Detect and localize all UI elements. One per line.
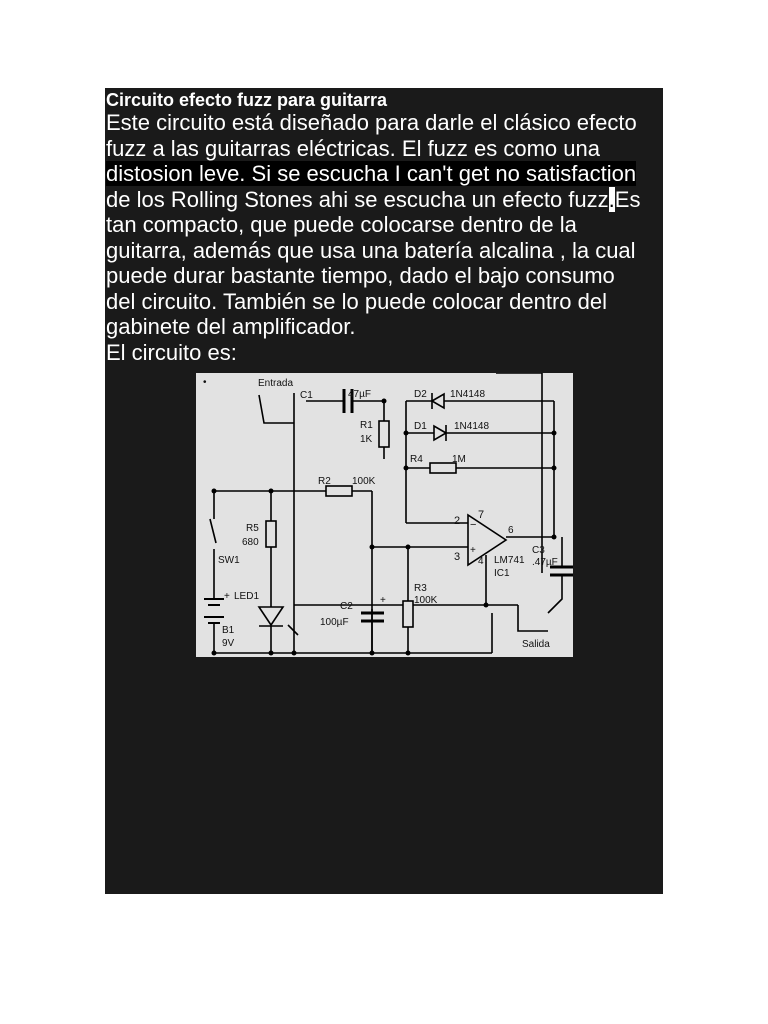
d1-triangle — [434, 426, 446, 440]
body-line-6: guitarra, además que usa una batería alcalina , la cual — [106, 237, 636, 263]
d2-triangle — [432, 394, 444, 408]
label-r4-value: 1M — [452, 454, 466, 465]
label-c1-value: 47µF — [348, 389, 371, 400]
circuit-diagram — [196, 373, 573, 657]
body-line-7: puede durar bastante tiempo, dado el bajo consumo — [106, 263, 615, 288]
sw1-lever — [210, 519, 216, 543]
body-line-9: gabinete del amplificador. — [106, 314, 356, 339]
r1-body — [379, 421, 389, 447]
label-pin6: 6 — [508, 525, 514, 536]
label-r1-value: 1K — [360, 434, 373, 445]
label-r5: R5 — [246, 523, 259, 534]
r3-body — [403, 601, 413, 627]
label-c3: C3 — [532, 545, 545, 556]
label-d2: D2 — [414, 389, 427, 400]
wire-top-right — [496, 373, 542, 573]
label-pin2: 2 — [454, 515, 461, 527]
label-r5-value: 680 — [242, 537, 259, 548]
led-triangle — [259, 607, 283, 625]
label-c2-value: 100µF — [320, 617, 349, 628]
label-c1: C1 — [300, 390, 313, 401]
label-entrada: Entrada — [258, 378, 294, 389]
label-minus: − — [470, 519, 477, 531]
input-jack-symbol — [259, 395, 294, 423]
label-salida: Salida — [522, 639, 550, 650]
label-sw1: SW1 — [218, 555, 240, 566]
body-line-2: fuzz a las guitarras eléctricas. El fuzz es como una — [106, 135, 600, 161]
body-line-8: del circuito. También se lo puede colocar dentro del — [106, 288, 608, 314]
r5-body — [266, 521, 276, 547]
wire-c3-out — [548, 575, 562, 613]
label-r2: R2 — [318, 476, 331, 487]
label-b1-value: 9V — [222, 638, 235, 649]
label-r3: R3 — [414, 583, 427, 594]
body-line-5: tan compacto, que puede colocarse dentro de la — [106, 212, 577, 237]
label-plus: + — [470, 545, 476, 556]
circuit-caption: El circuito es: — [106, 339, 237, 365]
label-r3-value: 100K — [414, 595, 438, 606]
label-d1-value: 1N4148 — [454, 421, 490, 432]
label-c2: C2 — [340, 601, 353, 612]
label-pin7: 7 — [478, 509, 485, 521]
body-line-4: de los Rolling Stones ahi se escucha un efecto fuzz — [106, 186, 609, 212]
label-pin4: 4 — [478, 556, 484, 567]
r2-body — [326, 486, 352, 496]
corner-dot: • — [203, 377, 207, 388]
label-c3-value: .47µF — [532, 557, 558, 568]
label-c2-plus: + — [380, 595, 386, 606]
label-r1: R1 — [360, 420, 373, 431]
body-line-1: Este circuito está diseñado para darle el clásico efecto — [106, 110, 637, 135]
output-jack-symbol — [518, 605, 548, 631]
label-r4: R4 — [410, 454, 423, 465]
document-body — [106, 110, 662, 340]
document-title: Circuito efecto fuzz para guitarra — [106, 90, 388, 110]
label-pin3: 3 — [454, 551, 461, 563]
label-ic: LM741 — [494, 555, 525, 566]
label-b1-plus: + — [224, 591, 230, 602]
body-line-3: distosion leve. Si se escucha I can't get no satisfaction — [106, 161, 637, 186]
label-b1: B1 — [222, 625, 235, 636]
label-ic1: IC1 — [494, 568, 510, 579]
circuit-schematic — [196, 373, 573, 657]
label-d2-value: 1N4148 — [450, 389, 486, 400]
body-line-4-end: Es — [614, 186, 641, 212]
label-d1: D1 — [414, 421, 427, 432]
led-arrow — [288, 625, 298, 635]
selected-period: . — [608, 186, 615, 212]
document-text — [106, 90, 662, 365]
label-r2-value: 100K — [352, 476, 376, 487]
label-led1: LED1 — [234, 591, 260, 602]
